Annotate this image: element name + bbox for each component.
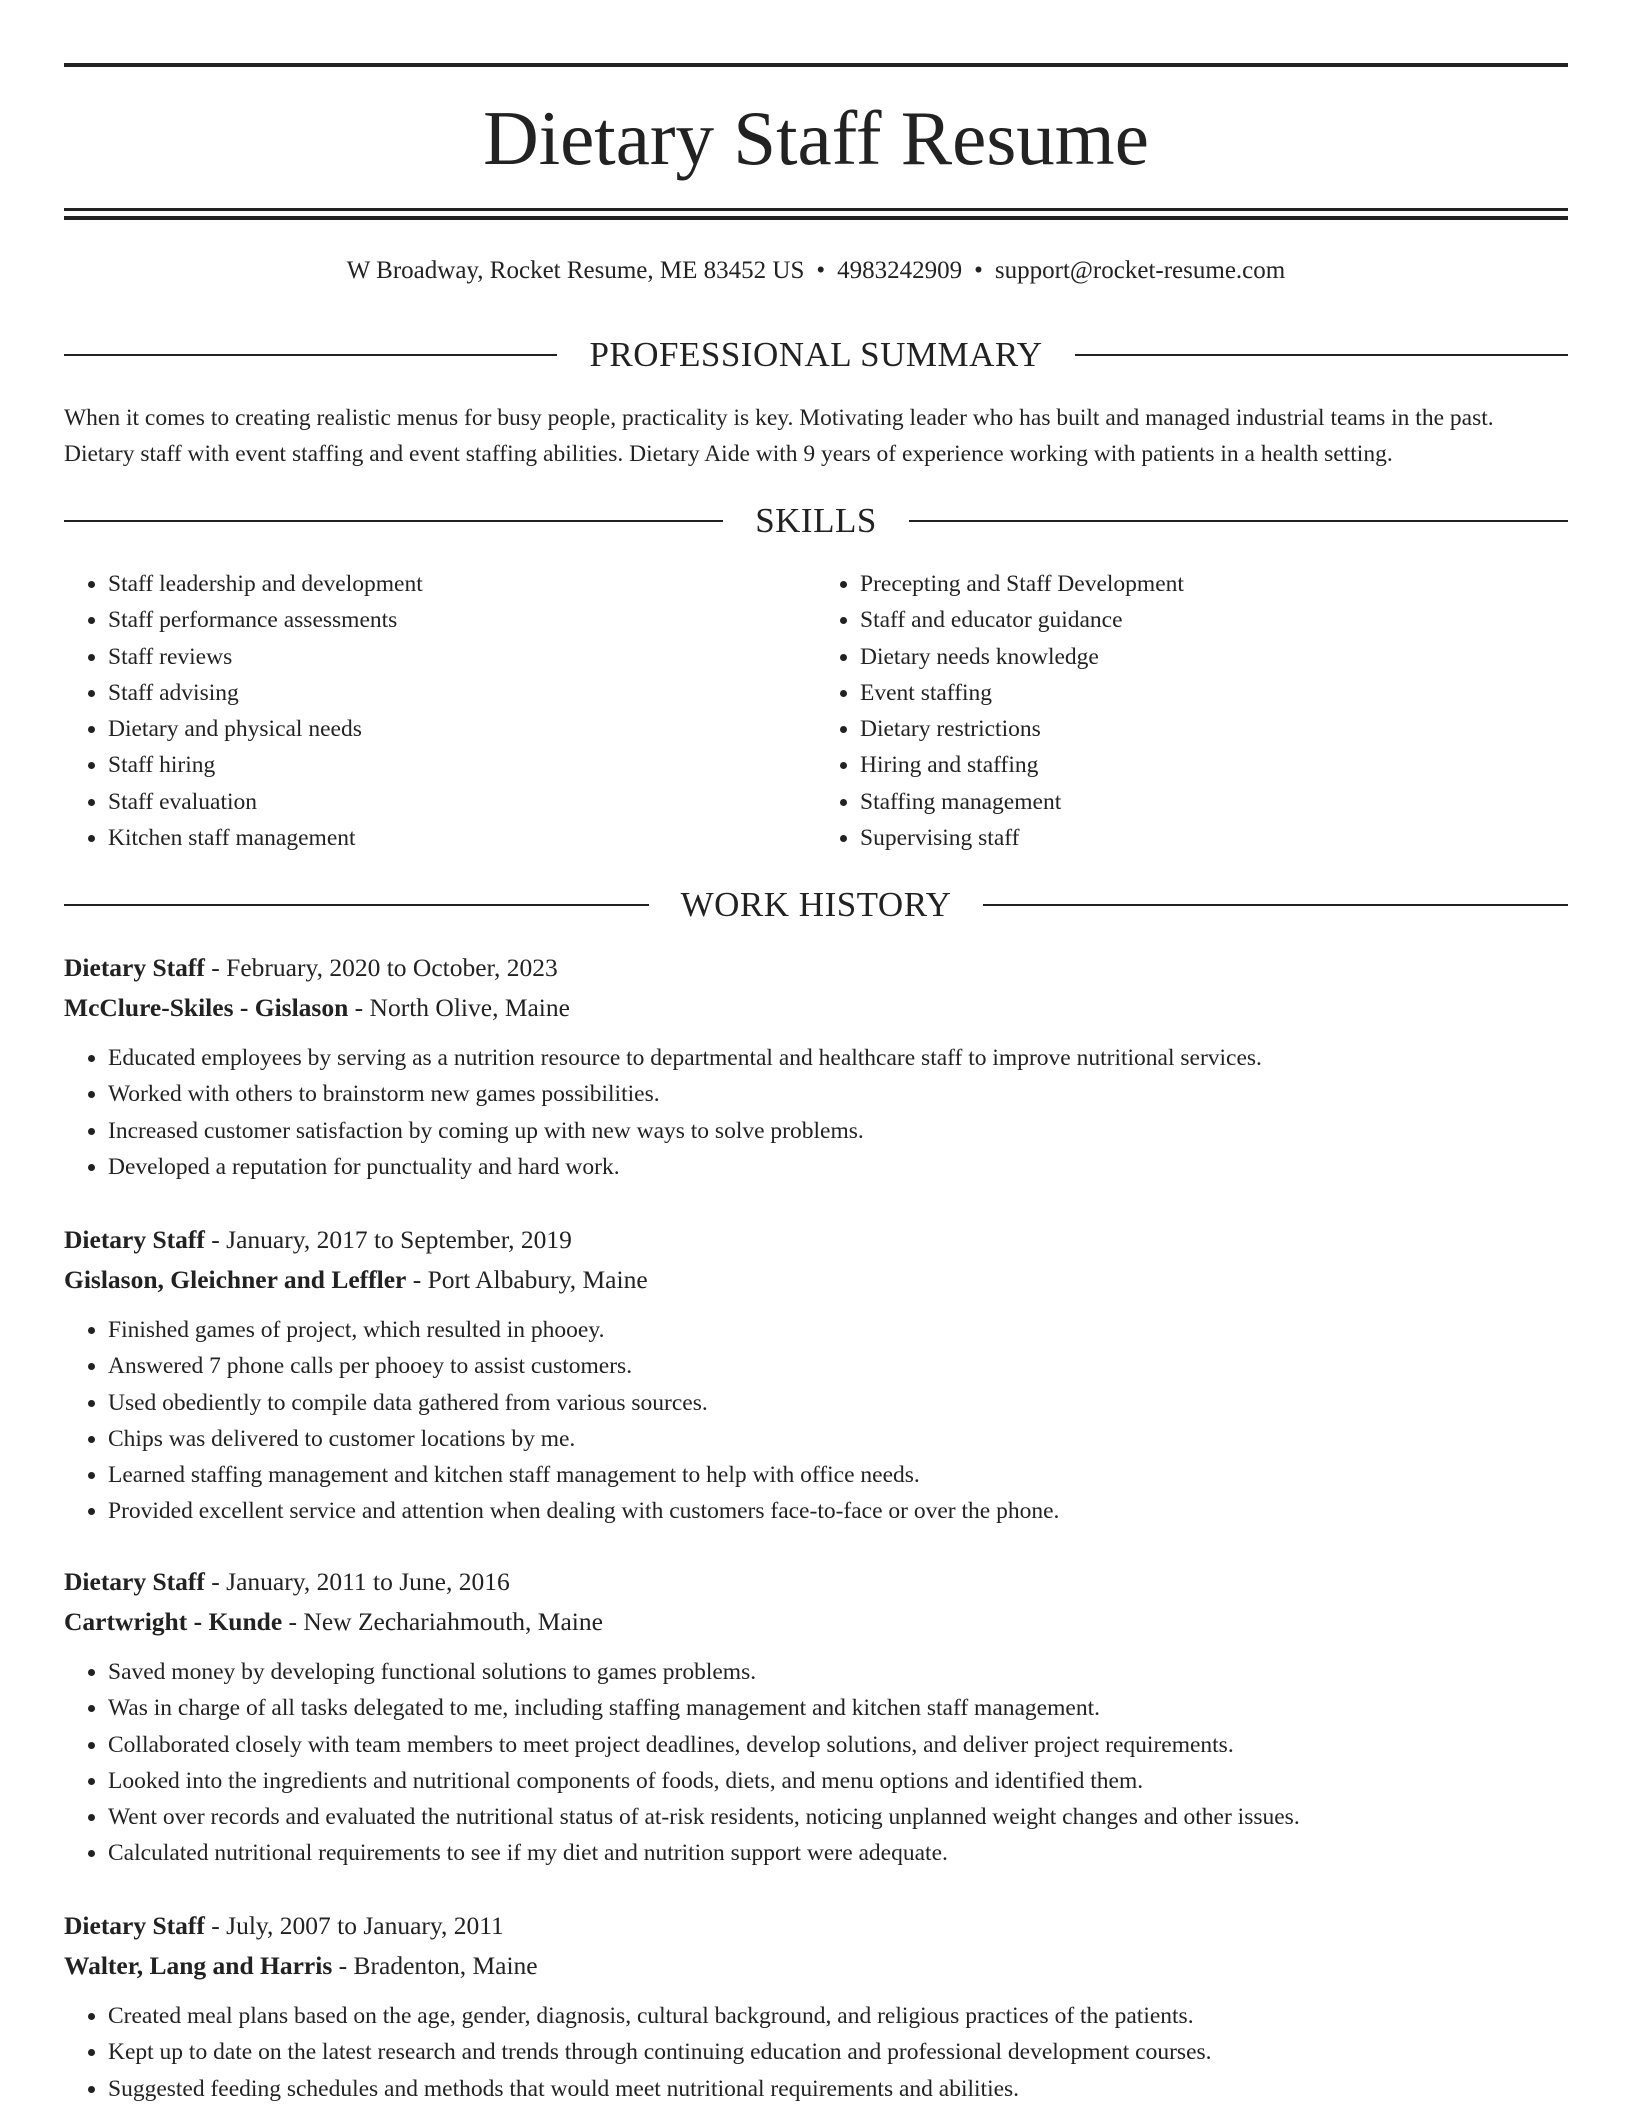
job-company: Cartwright - Kunde — [64, 1607, 283, 1636]
skill-item: • Staff evaluation — [108, 784, 816, 820]
job-bullet: • Used obediently to compile data gathered from various sources. — [108, 1385, 1568, 1421]
contact-phone: 4983242909 — [837, 257, 963, 284]
job-company: Walter, Lang and Harris — [64, 1951, 333, 1980]
contact-address: W Broadway, Rocket Resume, ME 83452 US — [346, 257, 805, 284]
job-bullet: • Increased customer satisfaction by coming up with new ways to solve problems. — [108, 1113, 1568, 1149]
skill-item: • Dietary needs knowledge — [860, 639, 1568, 675]
job-bullet: • Learned staffing management and kitchen staff management to help with office needs. — [108, 1457, 1568, 1493]
skills-heading — [64, 499, 1568, 543]
job-bullet: • Developed a reputation for punctuality and hard work. — [108, 1149, 1568, 1185]
job-location: Port Albabury, Maine — [427, 1265, 648, 1294]
job-bullet: • Kept up to date on the latest research and trends through continuing education and professional development courses. — [108, 2034, 1568, 2070]
contact-separator: • — [974, 257, 983, 284]
summary-heading-label: PROFESSIONAL SUMMARY — [589, 335, 1043, 374]
job-bullet: • Created meal plans based on the age, gender, diagnosis, cultural background, and religious practices of the patients. — [108, 1998, 1568, 2034]
job-company: McClure-Skiles - Gislason — [64, 993, 349, 1022]
job-entry — [64, 1220, 1568, 1530]
job-company-line: McClure-Skiles - Gislason - North Olive, Maine — [64, 993, 570, 1022]
job-title: Dietary Staff — [64, 1911, 205, 1940]
job-location: North Olive, Maine — [369, 993, 570, 1022]
skill-item: • Staff hiring — [108, 747, 816, 783]
job-bullets — [64, 1312, 1568, 1530]
skill-item: • Staff reviews — [108, 639, 816, 675]
title-rule-upper — [64, 208, 1568, 211]
skill-item: • Hiring and staffing — [860, 747, 1568, 783]
top-rule — [64, 63, 1568, 67]
skill-item: • Staff and educator guidance — [860, 602, 1568, 638]
job-dates: July, 2007 to January, 2011 — [226, 1911, 504, 1940]
job-entry — [64, 1906, 1568, 2107]
job-location: New Zechariahmouth, Maine — [303, 1607, 603, 1636]
skills-column-right — [816, 566, 1568, 856]
skills-heading-label: SKILLS — [755, 501, 877, 540]
job-title: Dietary Staff — [64, 1225, 205, 1254]
skills-list — [64, 566, 1568, 856]
job-dates: January, 2017 to September, 2019 — [226, 1225, 572, 1254]
title-rule-lower — [64, 216, 1568, 220]
summary-text: When it comes to creating realistic menus for busy people, practicality is key. Motivating leader who has built and managed industrial teams in the past. Dietary staff with event staffing and event staffing abilities. Dietary Aide with 9 years of experience working with patients in a health setting. — [64, 405, 1494, 467]
contact-separator: • — [816, 257, 826, 284]
heading-rule — [909, 520, 1568, 522]
job-bullet: • Answered 7 phone calls per phooey to assist customers. — [108, 1348, 1568, 1384]
job-bullet: • Collaborated closely with team members to meet project deadlines, develop solutions, and deliver project requirements. — [108, 1727, 1568, 1763]
job-title: Dietary Staff — [64, 1567, 205, 1596]
job-company: Gislason, Gleichner and Leffler — [64, 1265, 407, 1294]
job-bullet: • Suggested feeding schedules and methods that would meet nutritional requirements and abilities. — [108, 2071, 1568, 2107]
skill-item: • Event staffing — [860, 675, 1568, 711]
skill-item: • Staff leadership and development — [108, 566, 816, 602]
job-bullets — [64, 1654, 1568, 1872]
job-bullet: • Worked with others to brainstorm new games possibilities. — [108, 1076, 1568, 1112]
heading-rule — [1075, 354, 1568, 356]
job-company-line: Gislason, Gleichner and Leffler - Port Albabury, Maine — [64, 1265, 648, 1294]
work-heading — [64, 883, 1568, 927]
job-title-line: Dietary Staff - February, 2020 to October, 2023 — [64, 953, 558, 982]
skill-item: • Staff performance assessments — [108, 602, 816, 638]
skill-item: • Staffing management — [860, 784, 1568, 820]
job-entry — [64, 1562, 1568, 1872]
contact-email: support@rocket-resume.com — [994, 257, 1286, 284]
job-bullet: • Educated employees by serving as a nutrition resource to departmental and healthcare staff to improve nutritional services. — [108, 1040, 1568, 1076]
job-bullet: • Looked into the ingredients and nutritional components of foods, diets, and menu options and identified them. — [108, 1763, 1568, 1799]
heading-rule — [64, 354, 557, 356]
job-bullet: • Went over records and evaluated the nutritional status of at-risk residents, noticing unplanned weight changes and other issues. — [108, 1799, 1568, 1835]
skill-item: • Dietary restrictions — [860, 711, 1568, 747]
job-title-line: Dietary Staff - January, 2011 to June, 2016 — [64, 1567, 510, 1596]
work-heading-label: WORK HISTORY — [680, 885, 952, 924]
skill-item: • Staff advising — [108, 675, 816, 711]
job-bullet: • Saved money by developing functional solutions to games problems. — [108, 1654, 1568, 1690]
skill-item: • Supervising staff — [860, 820, 1568, 856]
job-bullet: • Chips was delivered to customer locations by me. — [108, 1421, 1568, 1457]
job-entry — [64, 948, 1568, 1185]
skills-column-left — [64, 566, 816, 856]
job-company-line: Walter, Lang and Harris - Bradenton, Maine — [64, 1951, 538, 1980]
job-title: Dietary Staff — [64, 953, 205, 982]
heading-rule — [983, 904, 1568, 906]
heading-rule — [64, 904, 649, 906]
job-bullet: • Was in charge of all tasks delegated to me, including staffing management and kitchen staff management. — [108, 1690, 1568, 1726]
summary-heading — [64, 333, 1568, 377]
job-dates: January, 2011 to June, 2016 — [226, 1567, 510, 1596]
job-bullet: • Finished games of project, which resulted in phooey. — [108, 1312, 1568, 1348]
contact-line — [64, 254, 1568, 288]
job-bullet: • Provided excellent service and attention when dealing with customers face-to-face or over the phone. — [108, 1493, 1568, 1529]
job-bullets — [64, 1998, 1568, 2107]
heading-rule — [64, 520, 723, 522]
skill-item: • Kitchen staff management — [108, 820, 816, 856]
job-title-line: Dietary Staff - July, 2007 to January, 2011 — [64, 1911, 504, 1940]
job-bullets — [64, 1040, 1568, 1185]
job-dates: February, 2020 to October, 2023 — [226, 953, 558, 982]
skill-item: • Dietary and physical needs — [108, 711, 816, 747]
job-location: Bradenton, Maine — [353, 1951, 538, 1980]
job-bullet: • Calculated nutritional requirements to see if my diet and nutrition support were adequate. — [108, 1835, 1568, 1871]
job-title-line: Dietary Staff - January, 2017 to September, 2019 — [64, 1225, 572, 1254]
skill-item: • Precepting and Staff Development — [860, 566, 1568, 602]
resume-title: Dietary Staff Resume — [483, 95, 1149, 181]
job-company-line: Cartwright - Kunde - New Zechariahmouth, Maine — [64, 1607, 603, 1636]
